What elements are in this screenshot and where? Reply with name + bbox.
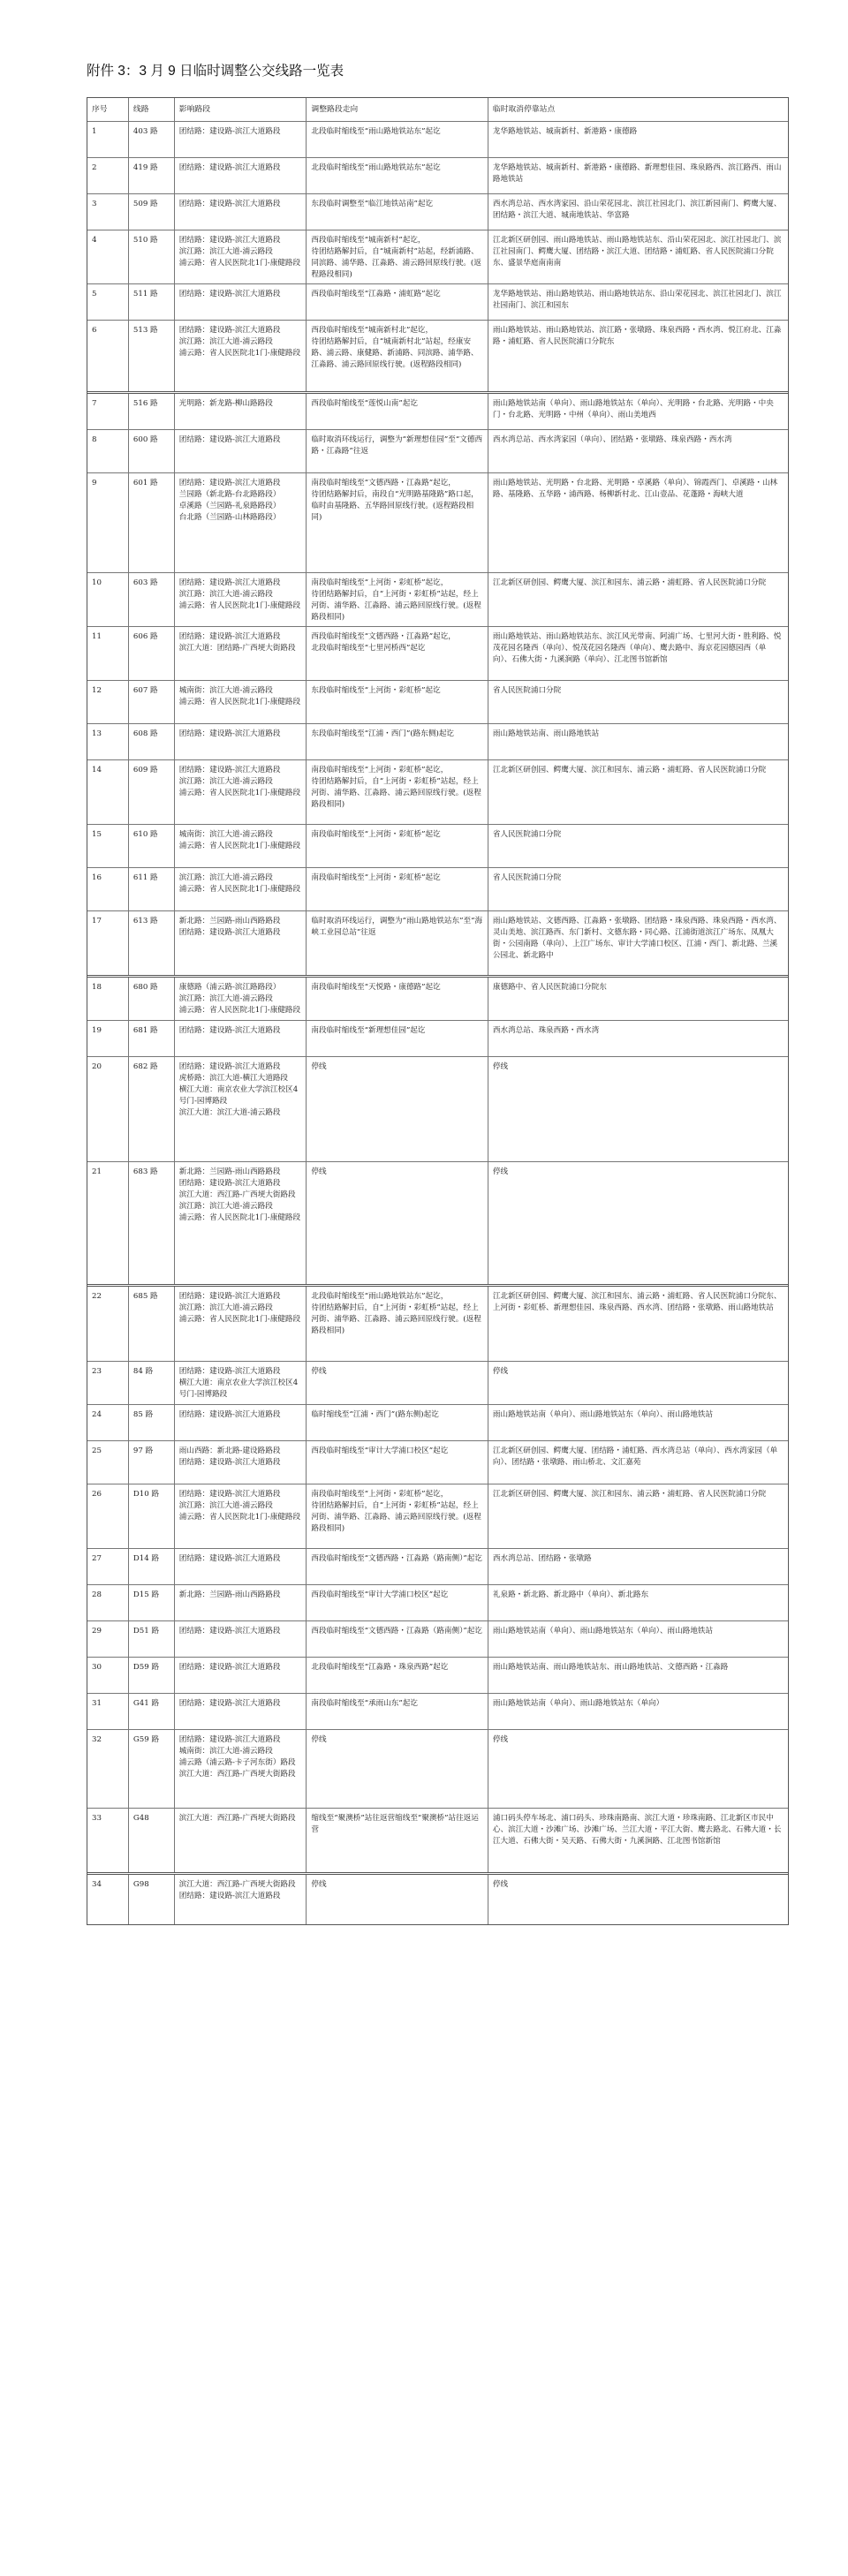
row-affected-segment: 团结路：建设路-滨江大道路段 虎桥路：滨江大道-横江大道路段 横江大道：南京农业大学滨江校区4号门-园博路段 滨江大道：滨江大道-浦云路段	[174, 1057, 307, 1161]
table-row	[87, 975, 788, 1020]
row-line: 607 路	[128, 681, 174, 723]
table-row	[87, 1693, 788, 1729]
row-affected-segment: 团结路：建设路-滨江大道路段	[174, 1549, 307, 1584]
table-row	[87, 1584, 788, 1620]
row-cancelled-stops: 江北新区研创园、鳄鹰大厦、团结路・浦虹路、西水湾总站（单向）、西水湾家园（单向）、团结路・张墩路、雨山桥北、文汇嘉苑	[488, 1441, 788, 1484]
document-page	[87, 60, 789, 1925]
table-row	[87, 1284, 788, 1361]
row-cancelled-stops: 龙华路地铁站、雨山路地铁站、雨山路地铁站东、沿山荣花园北、滨江社园北门、滨江社园南门、滨江和园东	[488, 284, 788, 320]
table-row	[87, 1729, 788, 1808]
table-row	[87, 472, 788, 572]
header-affected-segment: 影响路段	[174, 98, 307, 121]
table-row	[87, 1404, 788, 1440]
row-cancelled-stops: 雨山路地铁站、雨山路地铁站东、滨江风光带南、阿浦广场、七里河大街・胜利路、悦茂花园名隆西（单向）、悦茂花园名隆西（单向）、鹰去路中、海京花园德园西（单向）、石佛大街・九溪涧路（单向）、江北图书馆新馆	[488, 627, 788, 680]
row-adjusted-route: 西段临时缩线至“城南新村北”起讫， 待团结路解封后，自“城南新村北”站起，经康安路、浦云路、康健路、新浦路、同滨路、浦华路、江淼路、浦云路回原线行驶。(返程路段相同)	[306, 321, 487, 391]
row-adjusted-route: 西段临时缩线至“文德西路・江淼路（路南侧）”起讫	[306, 1549, 487, 1584]
row-index: 31	[92, 1699, 102, 1708]
table-row	[87, 910, 788, 975]
row-index: 22	[92, 1292, 102, 1301]
row-affected-segment: 团结路：建设路-滨江大道路段	[174, 1405, 307, 1440]
row-index: 7	[92, 399, 97, 408]
row-affected-segment: 雨山西路：新北路-建设路路段 团结路：建设路-滨江大道路段	[174, 1441, 307, 1484]
row-cancelled-stops: 雨山路地铁站南（单向）、雨山路地铁站东（单向）、光明路・台北路、光明路・中央门・台北路、光明路・中州（单向）、雨山美地西	[488, 394, 788, 429]
table-row	[87, 723, 788, 759]
row-affected-segment: 滨江路：滨江大道-浦云路段 浦云路：省人民医院北1门-康健路段	[174, 868, 307, 910]
row-affected-segment: 团结路：建设路-滨江大道路段 滨江路：滨江大道-浦云路段 浦云路：省人民医院北1门-康健路段	[174, 1484, 307, 1548]
row-index: 4	[92, 236, 97, 245]
table-row	[87, 1361, 788, 1404]
row-cancelled-stops: 雨山路地铁站、光明路・台北路、光明路・卓溪路（单向）、锦霞西门、卓溪路・山林路、基隆路、五华路・浦西路、杨柳新村北、江山壹品、花蓬路・海峡大道	[488, 473, 788, 572]
row-cancelled-stops: 龙华路地铁站、城南新村、新港路・康德路、新理想佳园、珠泉路西、滨江路西、雨山路地铁站	[488, 158, 788, 193]
table-header	[87, 98, 788, 121]
row-index: 9	[92, 479, 97, 487]
row-affected-segment: 团结路：建设路-滨江大道路段	[174, 1694, 307, 1729]
row-cancelled-stops: 停线	[488, 1057, 788, 1161]
row-index: 23	[92, 1367, 102, 1376]
table-row	[87, 157, 788, 193]
row-line: 85 路	[128, 1405, 174, 1440]
row-line: 419 路	[128, 158, 174, 193]
table-row	[87, 867, 788, 910]
row-line: D15 路	[128, 1585, 174, 1620]
row-cancelled-stops: 停线	[488, 1730, 788, 1808]
table-row	[87, 626, 788, 680]
row-line: G48	[128, 1809, 174, 1872]
row-affected-segment: 团结路：建设路-滨江大道路段 滨江大道：团结路-广西埂大街路段	[174, 627, 307, 680]
row-affected-segment: 团结路：建设路-滨江大道路段	[174, 1658, 307, 1693]
row-index: 16	[92, 873, 102, 882]
row-index: 18	[92, 983, 102, 992]
table-row	[87, 1620, 788, 1657]
row-line: 600 路	[128, 430, 174, 472]
row-cancelled-stops: 江北新区研创园、鳄鹰大厦、滨江和园东、浦云路・浦虹路、省人民医院浦口分院	[488, 1484, 788, 1548]
adjusted-routes-table	[87, 97, 789, 1925]
table-row	[87, 1808, 788, 1872]
row-adjusted-route: 临时缩线至“江浦・西门”(路东侧)起讫	[306, 1405, 487, 1440]
row-adjusted-route: 北段临时缩线至“雨山路地铁站东”起讫	[306, 122, 487, 157]
row-index: 3	[92, 200, 97, 208]
row-adjusted-route: 南段临时缩线至“上河街・彩虹桥”起讫， 待团结路解封后，自“上河街・彩虹桥”站起，经上河街、浦华路、江淼路、浦云路回原线行驶。(返程路段相同)	[306, 1484, 487, 1548]
table-row	[87, 320, 788, 391]
row-cancelled-stops: 江北新区研创园、鳄鹰大厦、滨江和园东、浦云路・浦虹路、省人民医院浦口分院东、上河街・彩虹桥、新理想佳园、珠泉西路、西水湾、团结路・张墩路、雨山路地铁站	[488, 1287, 788, 1361]
table-row	[87, 121, 788, 157]
row-adjusted-route: 南段临时缩线至“上河街・彩虹桥”起讫	[306, 825, 487, 867]
row-index: 2	[92, 163, 97, 172]
row-cancelled-stops: 雨山路地铁站南（单向）、雨山路地铁站东（单向）、雨山路地铁站	[488, 1405, 788, 1440]
row-adjusted-route: 南段临时缩线至“天悦路・康德路”起讫	[306, 978, 487, 1020]
row-adjusted-route: 北段临时缩线至“雨山路地铁站东”起讫， 待团结路解封后，自“上河街・彩虹桥”站起，经上河街、浦华路、江淼路、浦云路回原线行驶。(返程路段相同)	[306, 1287, 487, 1361]
header-adjusted-route: 调整路段走向	[306, 98, 487, 121]
row-index: 29	[92, 1627, 102, 1635]
row-line: D14 路	[128, 1549, 174, 1584]
row-affected-segment: 团结路：建设路-滨江大道路段	[174, 284, 307, 320]
row-line: 603 路	[128, 573, 174, 626]
row-line: 511 路	[128, 284, 174, 320]
row-adjusted-route: 南段临时缩线至“新理想佳园”起讫	[306, 1021, 487, 1056]
row-affected-segment: 团结路：建设路-滨江大道路段 城南街：滨江大道-浦云路段 浦云路（浦云路-卡子河东街）路段 滨江大道：西江路-广西埂大街路段	[174, 1730, 307, 1808]
row-line: G98	[128, 1875, 174, 1924]
table-row	[87, 391, 788, 429]
row-affected-segment: 城南街：滨江大道-浦云路段 浦云路：省人民医院北1门-康健路段	[174, 825, 307, 867]
row-affected-segment: 团结路：建设路-滨江大道路段 滨江路：滨江大道-浦云路段 浦云路：省人民医院北1门-康健路段	[174, 573, 307, 626]
row-index: 10	[92, 578, 102, 587]
row-adjusted-route: 停线	[306, 1162, 487, 1284]
row-index: 14	[92, 766, 102, 774]
row-index: 24	[92, 1410, 102, 1419]
row-cancelled-stops: 江北新区研创园、鳄鹰大厦、滨江和园东、浦云路・浦虹路、省人民医院浦口分院	[488, 573, 788, 626]
row-index: 19	[92, 1026, 102, 1035]
row-affected-segment: 团结路：建设路-滨江大道路段 兰园路（新北路-台北路路段） 卓溪路（兰园路-礼泉路路段） 台北路（兰园路-山林路路段）	[174, 473, 307, 572]
row-line: 682 路	[128, 1057, 174, 1161]
row-affected-segment: 团结路：建设路-滨江大道路段	[174, 430, 307, 472]
row-line: 685 路	[128, 1287, 174, 1361]
row-adjusted-route: 停线	[306, 1362, 487, 1404]
row-cancelled-stops: 雨山路地铁站南、雨山路地铁站东、雨山路地铁站、文德西路・江淼路	[488, 1658, 788, 1693]
row-cancelled-stops: 江北新区研创园、鳄鹰大厦、滨江和园东、浦云路・浦虹路、省人民医院浦口分院	[488, 760, 788, 824]
table-row	[87, 1440, 788, 1484]
row-adjusted-route: 北段临时缩线至“江淼路・珠泉西路”起讫	[306, 1658, 487, 1693]
row-affected-segment: 光明路：新龙路-柳山路路段	[174, 394, 307, 429]
row-index: 26	[92, 1490, 102, 1499]
row-line: D51 路	[128, 1621, 174, 1657]
row-cancelled-stops: 省人民医院浦口分院	[488, 825, 788, 867]
row-line: 403 路	[128, 122, 174, 157]
row-index: 15	[92, 830, 102, 839]
row-affected-segment: 团结路：建设路-滨江大道路段 滨江路：滨江大道-浦云路段 浦云路：省人民医院北1门-康健路段	[174, 1287, 307, 1361]
row-index: 21	[92, 1167, 102, 1176]
row-line: D10 路	[128, 1484, 174, 1548]
row-affected-segment: 新北路：兰园路-雨山西路路段 团结路：建设路-滨江大道路段	[174, 911, 307, 975]
row-line: G59 路	[128, 1730, 174, 1808]
row-cancelled-stops: 雨山路地铁站南（单向）、雨山路地铁站东（单向）、雨山路地铁站	[488, 1621, 788, 1657]
header-line: 线路	[128, 98, 174, 121]
row-cancelled-stops: 省人民医院浦口分院	[488, 868, 788, 910]
table-row	[87, 680, 788, 723]
row-line: 608 路	[128, 724, 174, 759]
table-row	[87, 1548, 788, 1584]
row-line: 680 路	[128, 978, 174, 1020]
row-line: 601 路	[128, 473, 174, 572]
row-affected-segment: 团结路：建设路-滨江大道路段	[174, 724, 307, 759]
row-adjusted-route: 停线	[306, 1730, 487, 1808]
row-adjusted-route: 东段临时缩线至“江浦・西门”(路东侧)起讫	[306, 724, 487, 759]
row-adjusted-route: 西段临时缩线至“审计大学浦口校区”起讫	[306, 1585, 487, 1620]
row-index: 28	[92, 1590, 102, 1599]
row-cancelled-stops: 雨山路地铁站、雨山路地铁站、滨江路・张墩路、珠泉西路・西水湾、悦江府北、江淼路・浦虹路、省人民医院浦口分院东	[488, 321, 788, 391]
row-cancelled-stops: 雨山路地铁站、文德西路、江淼路・张墩路、团结路・珠泉西路、珠泉西路・西水湾、灵山美地、滨江路西、东门新村、文德东路・同心路、江浦街道滨江广场东、凤凰大街・公园南路（单向）、上江广场东、审计大学浦口校区、江浦・西门、新北路、兰溪公园北、新北路中	[488, 911, 788, 975]
row-affected-segment: 滨江大道：西江路-广西埂大街路段	[174, 1809, 307, 1872]
row-line: D59 路	[128, 1658, 174, 1693]
table-row	[87, 572, 788, 626]
row-line: 609 路	[128, 760, 174, 824]
row-affected-segment: 新北路：兰园路-雨山西路路段 团结路：建设路-滨江大道路段 滨江大道：西江路-广西埂大街路段 滨江路：滨江大道-浦云路段 浦云路：省人民医院北1门-康健路段	[174, 1162, 307, 1284]
header-index: 序号	[92, 104, 108, 113]
row-adjusted-route: 东段临时缩线至“上河街・彩虹桥”起讫	[306, 681, 487, 723]
row-affected-segment: 团结路：建设路-滨江大道路段	[174, 1021, 307, 1056]
table-row	[87, 429, 788, 472]
table-row	[87, 759, 788, 824]
row-index: 11	[92, 632, 102, 641]
row-adjusted-route: 西段临时缩线至“莲悦山南”起讫	[306, 394, 487, 429]
row-cancelled-stops: 礼泉路・新北路、新北路中（单向）、新北路东	[488, 1585, 788, 1620]
row-adjusted-route: 西段临时缩线至“审计大学浦口校区”起讫	[306, 1441, 487, 1484]
table-row	[87, 1657, 788, 1693]
row-affected-segment: 团结路：建设路-滨江大道路段	[174, 158, 307, 193]
row-index: 12	[92, 686, 102, 695]
row-adjusted-route: 北段临时缩线至“雨山路地铁站东”起讫	[306, 158, 487, 193]
row-index: 17	[92, 917, 102, 925]
table-row	[87, 1161, 788, 1284]
row-index: 5	[92, 290, 97, 298]
row-cancelled-stops: 雨山路地铁站南（单向）、雨山路地铁站东（单向）	[488, 1694, 788, 1729]
row-index: 34	[92, 1880, 102, 1889]
table-row	[87, 230, 788, 283]
row-index: 1	[92, 127, 97, 136]
row-line: 611 路	[128, 868, 174, 910]
table-row	[87, 1020, 788, 1056]
row-cancelled-stops: 停线	[488, 1875, 788, 1924]
row-adjusted-route: 停线	[306, 1057, 487, 1161]
row-cancelled-stops: 康德路中、省人民医院浦口分院东	[488, 978, 788, 1020]
table-row	[87, 1484, 788, 1548]
row-adjusted-route: 西段临时缩线至“文德西路・江淼路（路南侧）”起讫	[306, 1621, 487, 1657]
row-affected-segment: 团结路：建设路-滨江大道路段	[174, 122, 307, 157]
row-affected-segment: 滨江大道：西江路-广西埂大街路段 团结路：建设路-滨江大道路段	[174, 1875, 307, 1924]
row-adjusted-route: 南段临时缩线至“上河街・彩虹桥”起讫， 待团结路解封后，自“上河街・彩虹桥”站起，经上河街、浦华路、江淼路、浦云路回原线行驶。(返程路段相同)	[306, 760, 487, 824]
row-line: 681 路	[128, 1021, 174, 1056]
row-cancelled-stops: 西水湾总站、珠泉西路・西水湾	[488, 1021, 788, 1056]
row-line: 516 路	[128, 394, 174, 429]
row-affected-segment: 团结路：建设路-滨江大道路段 横江大道：南京农业大学滨江校区4号门-园博路段	[174, 1362, 307, 1404]
row-line: G41 路	[128, 1694, 174, 1729]
row-index: 33	[92, 1814, 102, 1823]
header-cancelled-stops: 临时取消停靠站点	[488, 98, 788, 121]
table-row	[87, 193, 788, 230]
table-row	[87, 283, 788, 320]
row-index: 30	[92, 1663, 102, 1672]
row-index: 27	[92, 1554, 102, 1563]
row-cancelled-stops: 西水湾总站、团结路・张墩路	[488, 1549, 788, 1584]
row-line: 606 路	[128, 627, 174, 680]
row-line: 513 路	[128, 321, 174, 391]
row-adjusted-route: 南段临时缩线至“上河街・彩虹桥”起讫	[306, 868, 487, 910]
row-line: 97 路	[128, 1441, 174, 1484]
table-row	[87, 1872, 788, 1924]
row-adjusted-route: 临时取消环线运行，调整为“新理想佳园”至“文德西路・江淼路”往返	[306, 430, 487, 472]
row-line: 683 路	[128, 1162, 174, 1284]
row-cancelled-stops: 浦口码头停车场北、浦口码头、珍珠南路南、滨江大道・珍珠南路、江北新区市民中心、滨江大道・沙滩广场、沙滩广场、兰江大道・平江大街、鹰去路北、石佛大道・长江大道、石佛大街・吴天路、石佛大街・九溪涧路、江北图书馆新馆	[488, 1809, 788, 1872]
row-index: 20	[92, 1062, 102, 1071]
row-line: 84 路	[128, 1362, 174, 1404]
row-affected-segment: 康德路（浦云路-滨江路路段） 滨江路：滨江大道-浦云路段 浦云路：省人民医院北1门-康健路段	[174, 978, 307, 1020]
row-adjusted-route: 临时取消环线运行，调整为“雨山路地铁站东”至“海峡工业园总站”往返	[306, 911, 487, 975]
row-adjusted-route: 西段临时缩线至“城南新村”起讫， 待团结路解封后，自“城南新村”站起，经新浦路、同滨路、浦华路、江淼路、浦云路回原线行驶。(返程路段相同)	[306, 230, 487, 283]
row-cancelled-stops: 停线	[488, 1362, 788, 1404]
row-affected-segment: 团结路：建设路-滨江大道路段	[174, 1621, 307, 1657]
row-cancelled-stops: 江北新区研创园、雨山路地铁站、雨山路地铁站东、沿山荣花园北、滨江社园北门、滨江社园南门、鳄鹰大厦、团结路・滨江大道、团结路・浦虹路、省人民医院浦口分院东、盛景华庭南南南	[488, 230, 788, 283]
row-affected-segment: 团结路：建设路-滨江大道路段 滨江路：滨江大道-浦云路段 浦云路：省人民医院北1门-康健路段	[174, 230, 307, 283]
row-cancelled-stops: 雨山路地铁站南、雨山路地铁站	[488, 724, 788, 759]
row-index: 6	[92, 326, 97, 335]
row-index: 13	[92, 729, 102, 738]
row-affected-segment: 新北路：兰园路-雨山西路路段	[174, 1585, 307, 1620]
row-line: 610 路	[128, 825, 174, 867]
row-line: 510 路	[128, 230, 174, 283]
row-adjusted-route: 西段临时缩线至“江淼路・浦虹路”起讫	[306, 284, 487, 320]
row-affected-segment: 团结路：建设路-滨江大道路段 滨江路：滨江大道-浦云路段 浦云路：省人民医院北1门-康健路段	[174, 760, 307, 824]
row-affected-segment: 团结路：建设路-滨江大道路段	[174, 194, 307, 230]
row-cancelled-stops: 西水湾总站、西水湾家园、沿山荣花园北、滨江社园北门、滨江新园南门、鳄鹰大厦、团结路・滨江大道、城南地铁站、华富路	[488, 194, 788, 230]
table-row	[87, 824, 788, 867]
row-cancelled-stops: 龙华路地铁站、城南新村、新港路・康德路	[488, 122, 788, 157]
row-index: 8	[92, 435, 97, 444]
page-title: 附件 3：3 月 9 日临时调整公交线路一览表	[87, 64, 344, 79]
row-line: 613 路	[128, 911, 174, 975]
row-cancelled-stops: 省人民医院浦口分院	[488, 681, 788, 723]
row-affected-segment: 城南街：滨江大道-浦云路段 浦云路：省人民医院北1门-康健路段	[174, 681, 307, 723]
row-cancelled-stops: 西水湾总站、西水湾家园（单向）、团结路・张墩路、珠泉西路・西水湾	[488, 430, 788, 472]
row-adjusted-route: 南段临时缩线至“上河街・彩虹桥”起讫， 待团结路解封后，自“上河街・彩虹桥”站起，经上河街、浦华路、江淼路、浦云路回原线行驶。(返程路段相同)	[306, 573, 487, 626]
row-adjusted-route: 南段临时缩线至“文德西路・江淼路”起讫， 待团结路解封后，南段自“光明路基隆路”路口起，临时由基隆路、五华路回原线行驶。(返程路段相同)	[306, 473, 487, 572]
row-line: 509 路	[128, 194, 174, 230]
row-cancelled-stops: 停线	[488, 1162, 788, 1284]
row-adjusted-route: 西段临时缩线至“文德西路・江淼路”起讫， 北段临时缩线至“七里河桥西”起讫	[306, 627, 487, 680]
row-index: 32	[92, 1735, 102, 1744]
row-adjusted-route: 缩线至“聚澳桥”站往返营缩线至“聚澳桥”站往返运营	[306, 1809, 487, 1872]
row-adjusted-route: 东段临时调整至“临江地铁站南”起讫	[306, 194, 487, 230]
row-index: 25	[92, 1447, 102, 1455]
table-row	[87, 1056, 788, 1161]
row-affected-segment: 团结路：建设路-滨江大道路段 滨江路：滨江大道-浦云路段 浦云路：省人民医院北1门-康健路段	[174, 321, 307, 391]
row-adjusted-route: 停线	[306, 1875, 487, 1924]
row-adjusted-route: 南段临时缩线至“承雨山东”起讫	[306, 1694, 487, 1729]
